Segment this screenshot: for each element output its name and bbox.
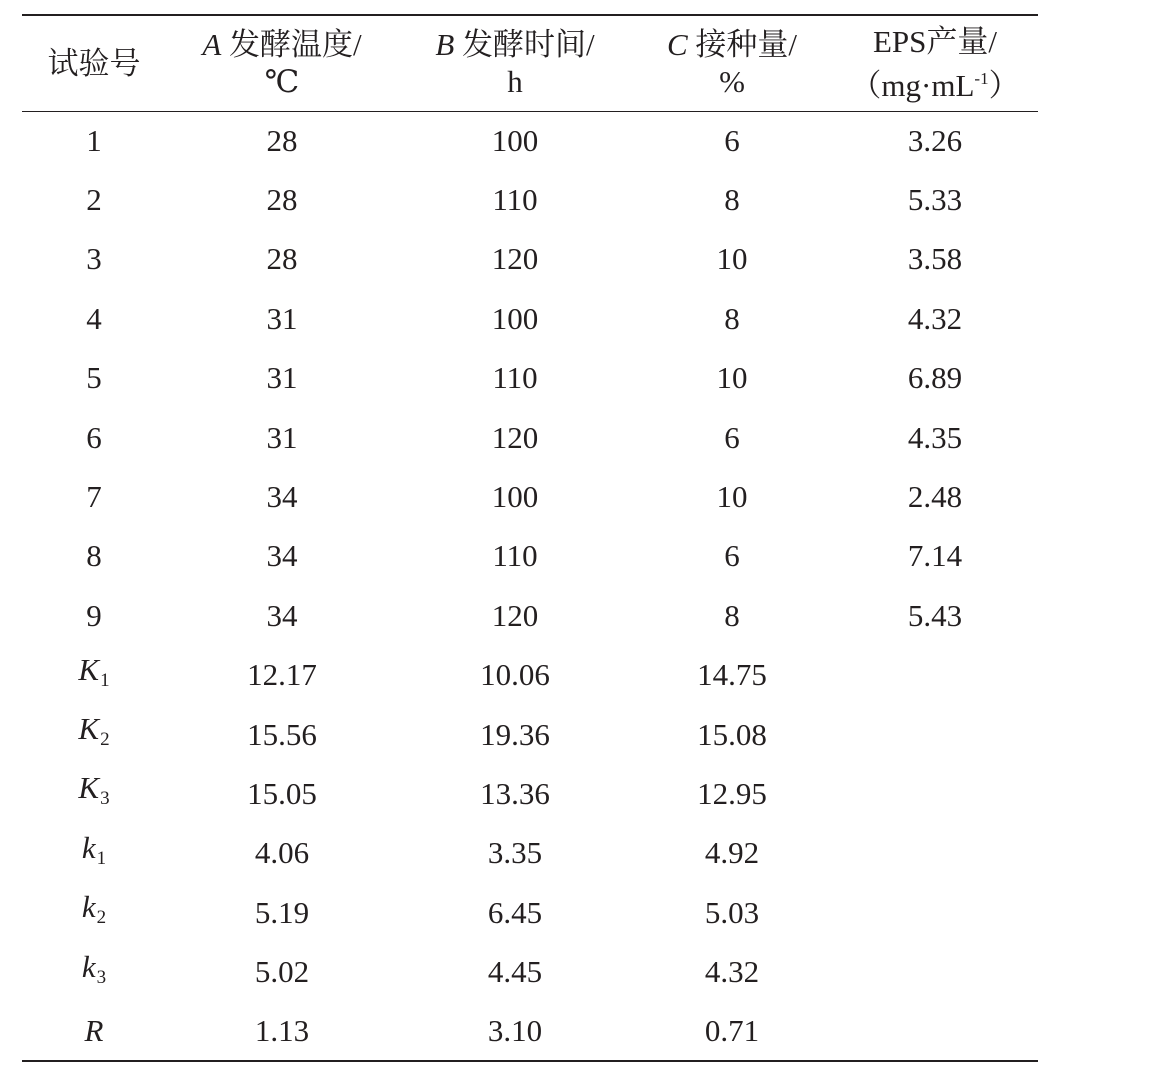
eps-yield-cell: 6.89 [907,360,963,396]
stat-empty-cell [832,1002,1038,1061]
stat-b-cell: 4.45 [487,954,543,990]
header-factor-b-unit: h [507,64,523,100]
stat-subscript: 3 [96,966,107,988]
trial-number-cell: 5 [86,360,102,396]
header-factor-c-line1 [632,26,832,63]
stat-empty-cell [832,942,1038,1001]
stat-subscript: 2 [100,729,110,751]
header-factor-c [632,15,832,111]
trial-number-cell: 3 [86,241,102,277]
factor-c-cell: 10 [716,479,748,515]
stat-subscript: 1 [100,669,110,691]
header-row [22,15,1038,111]
stat-symbol: k [81,948,96,984]
stat-symbol: K [78,651,100,687]
header-eps-yield-name: EPS产量/ [872,23,998,59]
orthogonal-test-table [22,14,1038,1062]
factor-c-cell: 6 [724,538,740,574]
factor-c-cell: 10 [716,241,748,277]
trial-number-cell: 2 [86,182,102,218]
table-row [22,289,1038,348]
stat-symbol: R [84,1013,104,1049]
stat-a-cell: 15.05 [247,775,317,811]
eps-yield-cell: 7.14 [907,538,963,574]
stat-empty-cell [832,883,1038,942]
trial-number-cell: 6 [86,419,102,455]
table-row [22,467,1038,526]
eps-yield-cell: 3.58 [907,241,963,277]
factor-a-cell: 34 [266,538,298,574]
table-body [22,111,1038,1061]
stat-c-cell: 12.95 [697,775,767,811]
factor-a-cell: 34 [266,479,298,515]
factor-b-name: 发酵时间/ [454,27,595,63]
trial-number-cell: 9 [86,597,102,633]
stat-row [22,705,1038,764]
stat-c-cell: 14.75 [697,657,767,693]
header-factor-a-unit: ℃ [264,64,300,100]
stat-subscript: 3 [100,788,110,810]
stat-symbol-cell [22,705,166,764]
stat-empty-cell [832,646,1038,705]
factor-b-cell: 120 [491,241,539,277]
stat-row [22,824,1038,883]
table-row [22,586,1038,645]
eps-yield-cell: 4.32 [907,300,963,336]
table-row [22,230,1038,289]
factor-a-cell: 31 [266,360,298,396]
stat-c-cell: 5.03 [704,894,760,930]
stat-row [22,764,1038,823]
factor-c-cell: 8 [724,300,740,336]
factor-b-cell: 110 [492,182,538,218]
stat-symbol: k [81,889,96,925]
factor-b-cell: 100 [491,300,539,336]
stat-empty-cell [832,764,1038,823]
eps-yield-cell: 3.26 [907,122,963,158]
stat-row [22,883,1038,942]
stat-empty-cell [832,705,1038,764]
table-row [22,408,1038,467]
stat-b-cell: 13.36 [480,775,550,811]
stat-symbol-cell [22,824,166,883]
header-eps-yield-unit [832,60,1038,104]
stat-b-cell: 10.06 [480,657,550,693]
stat-symbol-cell [22,1002,166,1061]
stat-symbol-cell [22,646,166,705]
factor-c-cell: 6 [724,122,740,158]
stat-symbol: k [81,829,96,865]
factor-a-cell: 28 [266,241,298,277]
factor-b-cell: 110 [492,360,538,396]
stat-c-cell: 15.08 [697,716,767,752]
eps-yield-cell: 4.35 [907,419,963,455]
factor-b-symbol: B [435,27,455,63]
stat-symbol-cell [22,942,166,1001]
table-row [22,111,1038,170]
factor-a-cell: 28 [266,122,298,158]
trial-number-cell: 7 [86,479,102,515]
stat-b-cell: 3.35 [487,835,543,871]
eps-yield-cell: 2.48 [907,479,963,515]
factor-b-cell: 100 [491,479,539,515]
stat-a-cell: 5.02 [254,954,310,990]
stat-empty-cell [832,824,1038,883]
header-trial-no-label: 试验号 [47,45,141,81]
header-factor-b [398,15,632,111]
table-header [22,15,1038,111]
stat-subscript: 1 [96,847,107,869]
stat-c-cell: 4.92 [704,835,760,871]
trial-number-cell: 4 [86,300,102,336]
stat-row [22,646,1038,705]
factor-a-cell: 34 [266,597,298,633]
stat-a-cell: 5.19 [254,894,310,930]
factor-c-name: 接种量/ [687,27,798,63]
header-factor-a-line1 [166,26,398,63]
header-factor-b-line1 [398,26,632,63]
trial-number-cell: 1 [86,122,102,158]
factor-c-cell: 8 [724,597,740,633]
stat-b-cell: 6.45 [487,894,543,930]
factor-c-cell: 10 [716,360,748,396]
table-row [22,527,1038,586]
factor-b-cell: 120 [491,597,539,633]
table-row [22,349,1038,408]
factor-b-cell: 110 [492,538,538,574]
header-eps-yield [832,15,1038,111]
factor-a-cell: 31 [266,419,298,455]
eps-yield-cell: 5.43 [907,597,963,633]
eps-yield-cell: 5.33 [907,182,963,218]
stat-a-cell: 1.13 [166,1002,398,1061]
factor-c-cell: 8 [724,182,740,218]
stat-c-cell: 0.71 [632,1002,832,1061]
trial-number-cell: 8 [86,538,102,574]
factor-b-cell: 100 [491,122,539,158]
eps-unit-superscript: -1 [974,68,989,88]
stat-a-cell: 15.56 [247,716,317,752]
factor-b-cell: 120 [491,419,539,455]
stat-symbol-cell [22,764,166,823]
factor-c-symbol: C [666,27,688,63]
stat-b-cell: 19.36 [480,716,550,752]
factor-a-cell: 31 [266,300,298,336]
table-row [22,170,1038,229]
factor-a-name: 发酵温度/ [221,27,362,63]
header-factor-c-unit: % [719,64,745,100]
header-trial-no [22,15,166,111]
stat-b-cell: 3.10 [398,1002,632,1061]
stat-symbol: K [78,770,100,806]
stat-row [22,1002,1038,1061]
eps-unit-open: （mg·mL [850,67,975,103]
factor-a-cell: 28 [266,182,298,218]
header-factor-a [166,15,398,111]
stat-symbol-cell [22,883,166,942]
stat-a-cell: 4.06 [254,835,310,871]
factor-a-symbol: A [202,27,222,63]
factor-c-cell: 6 [724,419,740,455]
stat-symbol: K [78,711,100,747]
eps-unit-close: ） [988,67,1020,103]
stat-subscript: 2 [96,907,107,929]
stat-c-cell: 4.32 [704,954,760,990]
stat-a-cell: 12.17 [247,657,317,693]
stat-row [22,942,1038,1001]
